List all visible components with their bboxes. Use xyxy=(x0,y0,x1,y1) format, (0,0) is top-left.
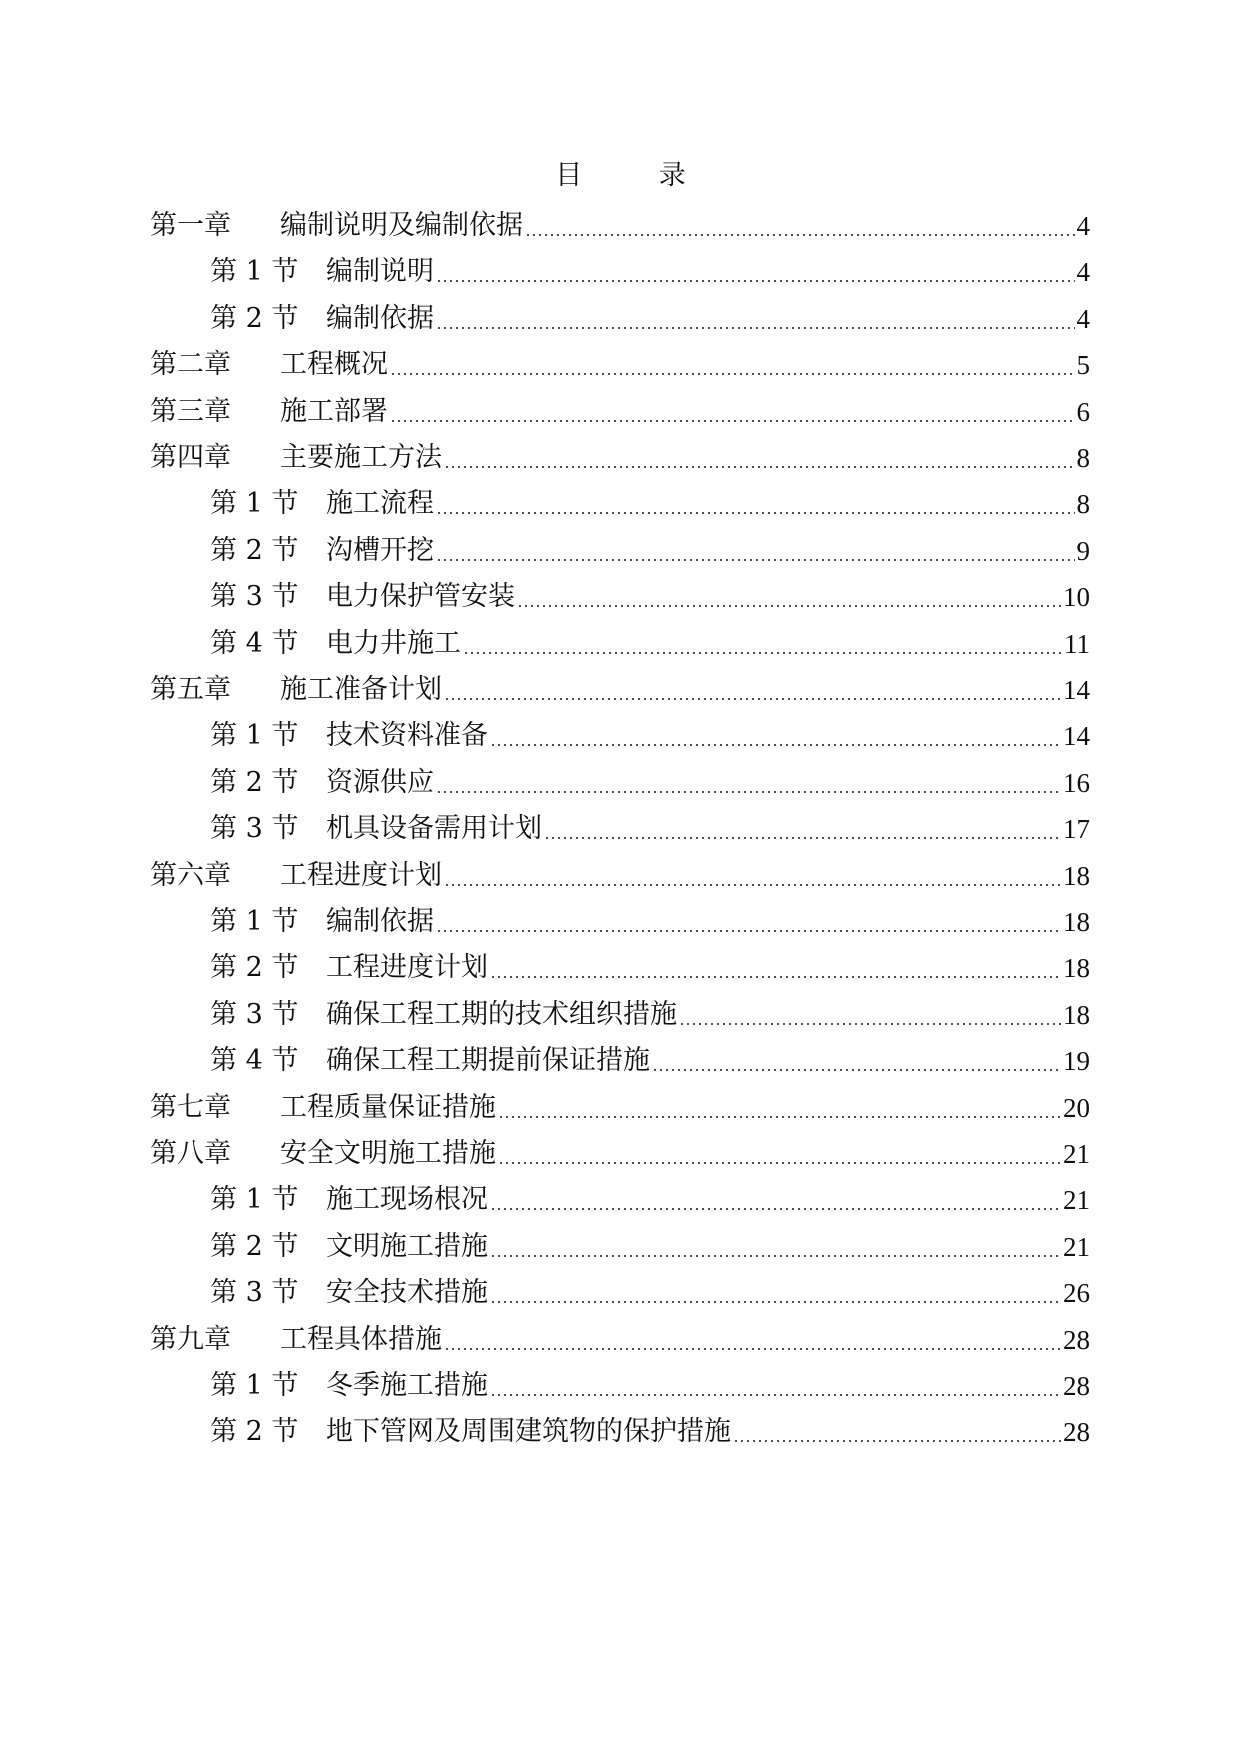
toc-section-entry[interactable] xyxy=(210,1366,1090,1406)
toc-dot-leader xyxy=(490,1300,1061,1304)
toc-entry-number: 第 2 节 xyxy=(210,952,299,984)
toc-entry-number: 第七章 xyxy=(150,1091,231,1123)
toc-entry-number: 第 2 节 xyxy=(210,302,299,334)
toc-entry-number: 第 4 节 xyxy=(210,627,299,659)
toc-entry-title: 编制说明 xyxy=(326,256,434,288)
toc-section-entry[interactable] xyxy=(210,1041,1090,1081)
toc-dot-leader xyxy=(436,558,1075,562)
toc-dot-leader xyxy=(652,1068,1061,1072)
toc-entry-number: 第八章 xyxy=(150,1138,231,1169)
toc-dot-leader xyxy=(544,836,1061,840)
toc-entry-title: 工程进度计划 xyxy=(280,859,442,891)
toc-dot-leader xyxy=(436,929,1061,933)
toc-dot-leader xyxy=(444,883,1061,887)
toc-dot-leader xyxy=(463,651,1062,655)
toc-entry-number: 第 1 节 xyxy=(210,256,299,288)
toc-entry-page-number: 4 xyxy=(1076,303,1090,334)
toc-entry-page-number: 14 xyxy=(1063,721,1090,752)
toc-entry-title: 工程进度计划 xyxy=(326,952,488,984)
toc-entry-number: 第三章 xyxy=(150,395,231,427)
toc-entry-page-number: 4 xyxy=(1076,211,1090,241)
toc-section-entry[interactable] xyxy=(210,624,1090,664)
toc-entry-number: 第 1 节 xyxy=(210,488,299,520)
toc-title: 目 录 xyxy=(555,160,720,191)
toc-dot-leader xyxy=(436,790,1061,794)
toc-entry-number: 第 3 节 xyxy=(210,813,299,845)
toc-entry-title: 安全技术措施 xyxy=(326,1277,488,1309)
toc-entry-number: 第一章 xyxy=(150,210,231,241)
toc-entry-title: 确保工程工期提前保证措施 xyxy=(326,1045,650,1077)
toc-dot-leader xyxy=(444,1347,1061,1351)
toc-chapter-entry[interactable] xyxy=(150,1134,1090,1174)
toc-section-entry[interactable] xyxy=(210,1227,1090,1267)
toc-dot-leader xyxy=(525,233,1075,237)
toc-section-entry[interactable] xyxy=(210,763,1090,803)
toc-entry-title: 工程质量保证措施 xyxy=(280,1091,496,1123)
toc-dot-leader xyxy=(444,697,1061,701)
toc-entry-number: 第五章 xyxy=(150,674,231,705)
toc-entry-number: 第四章 xyxy=(150,442,231,473)
toc-entry-page-number: 16 xyxy=(1063,767,1090,798)
toc-section-entry[interactable] xyxy=(210,252,1090,292)
toc-entry-title: 机具设备需用计划 xyxy=(326,813,542,845)
toc-dot-leader xyxy=(444,465,1075,469)
toc-entry-page-number: 18 xyxy=(1063,907,1090,937)
toc-entry-number: 第 3 节 xyxy=(210,998,299,1030)
toc-dot-leader xyxy=(679,1022,1061,1026)
toc-entry-title: 安全文明施工措施 xyxy=(280,1138,496,1169)
toc-section-entry[interactable] xyxy=(210,809,1090,849)
toc-dot-leader xyxy=(436,511,1075,515)
toc-entry-number: 第 2 节 xyxy=(210,1416,299,1448)
toc-entry-title: 确保工程工期的技术组织措施 xyxy=(326,998,677,1030)
toc-entry-page-number: 26 xyxy=(1063,1278,1090,1309)
toc-entry-title: 资源供应 xyxy=(326,766,434,798)
toc-entry-page-number: 6 xyxy=(1076,396,1090,427)
toc-entry-page-number: 28 xyxy=(1063,1417,1090,1448)
toc-entry-number: 第 3 节 xyxy=(210,1277,299,1309)
toc-entry-title: 施工准备计划 xyxy=(280,674,442,705)
toc-entry-number: 第 3 节 xyxy=(210,581,299,613)
toc-entry-number: 第 1 节 xyxy=(210,1370,299,1401)
toc-dot-leader xyxy=(498,1161,1061,1165)
toc-entry-title: 编制说明及编制依据 xyxy=(280,210,523,241)
toc-chapter-entry[interactable] xyxy=(150,206,1090,246)
toc-section-entry[interactable] xyxy=(210,1273,1090,1313)
toc-chapter-entry[interactable] xyxy=(150,1088,1090,1128)
toc-dot-leader xyxy=(436,279,1075,283)
toc-section-entry[interactable] xyxy=(210,716,1090,756)
toc-entry-number: 第 1 节 xyxy=(210,906,299,937)
toc-entry-page-number: 28 xyxy=(1063,1371,1090,1401)
toc-entry-number: 第 4 节 xyxy=(210,1045,299,1077)
toc-entry-page-number: 21 xyxy=(1063,1231,1090,1262)
toc-entry-title: 电力井施工 xyxy=(326,627,461,659)
toc-entry-page-number: 8 xyxy=(1076,489,1090,520)
toc-entry-page-number: 18 xyxy=(1063,953,1090,984)
toc-entry-number: 第 1 节 xyxy=(210,1184,299,1216)
toc-entry-page-number: 21 xyxy=(1063,1139,1090,1169)
toc-section-entry[interactable] xyxy=(210,299,1090,339)
toc-dot-leader xyxy=(390,372,1075,376)
toc-section-entry[interactable] xyxy=(210,902,1090,942)
toc-entry-title: 冬季施工措施 xyxy=(326,1370,488,1401)
toc-entry-title: 施工流程 xyxy=(326,488,434,520)
toc-entry-page-number: 8 xyxy=(1076,443,1090,473)
toc-entry-number: 第二章 xyxy=(150,349,231,381)
toc-dot-leader xyxy=(517,604,1061,608)
toc-entry-page-number: 18 xyxy=(1063,860,1090,891)
toc-entry-title: 编制依据 xyxy=(326,906,434,937)
toc-section-entry[interactable] xyxy=(210,577,1090,617)
toc-entry-title: 技术资料准备 xyxy=(326,720,488,752)
toc-entry-page-number: 9 xyxy=(1076,535,1090,566)
toc-entry-page-number: 14 xyxy=(1063,675,1090,705)
toc-entry-title: 工程概况 xyxy=(280,349,388,381)
toc-entry-page-number: 5 xyxy=(1076,350,1090,381)
toc-entry-page-number: 18 xyxy=(1063,999,1090,1030)
toc-dot-leader xyxy=(490,975,1061,979)
toc-entry-number: 第 1 节 xyxy=(210,720,299,752)
toc-entry-title: 电力保护管安装 xyxy=(326,581,515,613)
toc-chapter-entry[interactable] xyxy=(150,438,1090,478)
toc-section-entry[interactable] xyxy=(210,1180,1090,1220)
toc-dot-leader xyxy=(436,326,1075,330)
toc-entry-title: 沟槽开挖 xyxy=(326,534,434,566)
toc-entry-title: 施工部署 xyxy=(280,395,388,427)
toc-section-entry[interactable] xyxy=(210,948,1090,988)
toc-dot-leader xyxy=(490,1254,1061,1258)
toc-entry-title: 主要施工方法 xyxy=(280,442,442,473)
toc-section-entry[interactable] xyxy=(210,995,1090,1035)
toc-entry-page-number: 20 xyxy=(1063,1092,1090,1123)
toc-chapter-entry[interactable] xyxy=(150,856,1090,896)
toc-entry-page-number: 4 xyxy=(1076,257,1090,288)
toc-section-entry[interactable] xyxy=(210,484,1090,524)
toc-entry-page-number: 28 xyxy=(1063,1324,1090,1355)
toc-chapter-entry[interactable] xyxy=(150,670,1090,710)
toc-section-entry[interactable] xyxy=(210,1412,1090,1452)
toc-chapter-entry[interactable] xyxy=(150,392,1090,432)
toc-section-entry[interactable] xyxy=(210,531,1090,571)
toc-entry-title: 地下管网及周围建筑物的保护措施 xyxy=(326,1416,731,1448)
toc-entry-number: 第 2 节 xyxy=(210,534,299,566)
toc-entry-title: 施工现场根况 xyxy=(326,1184,488,1216)
toc-entry-title: 工程具体措施 xyxy=(280,1323,442,1355)
toc-dot-leader xyxy=(733,1439,1061,1443)
toc-entry-number: 第 2 节 xyxy=(210,766,299,798)
toc-chapter-entry[interactable] xyxy=(150,1320,1090,1360)
toc-dot-leader xyxy=(498,1115,1061,1119)
toc-entry-number: 第 2 节 xyxy=(210,1230,299,1262)
toc-entry-page-number: 19 xyxy=(1063,1046,1090,1077)
toc-dot-leader xyxy=(490,1207,1061,1211)
toc-entry-title: 编制依据 xyxy=(326,302,434,334)
toc-entry-page-number: 21 xyxy=(1063,1185,1090,1216)
toc-entry-page-number: 17 xyxy=(1063,814,1090,845)
toc-dot-leader xyxy=(390,419,1075,423)
toc-entry-number: 第九章 xyxy=(150,1323,231,1355)
toc-entry-title: 文明施工措施 xyxy=(326,1230,488,1262)
toc-dot-leader xyxy=(490,743,1061,747)
toc-chapter-entry[interactable] xyxy=(150,345,1090,385)
toc-entry-page-number: 11 xyxy=(1064,628,1090,659)
toc-dot-leader xyxy=(490,1393,1061,1397)
toc-entry-page-number: 10 xyxy=(1063,582,1090,613)
toc-entry-number: 第六章 xyxy=(150,859,231,891)
